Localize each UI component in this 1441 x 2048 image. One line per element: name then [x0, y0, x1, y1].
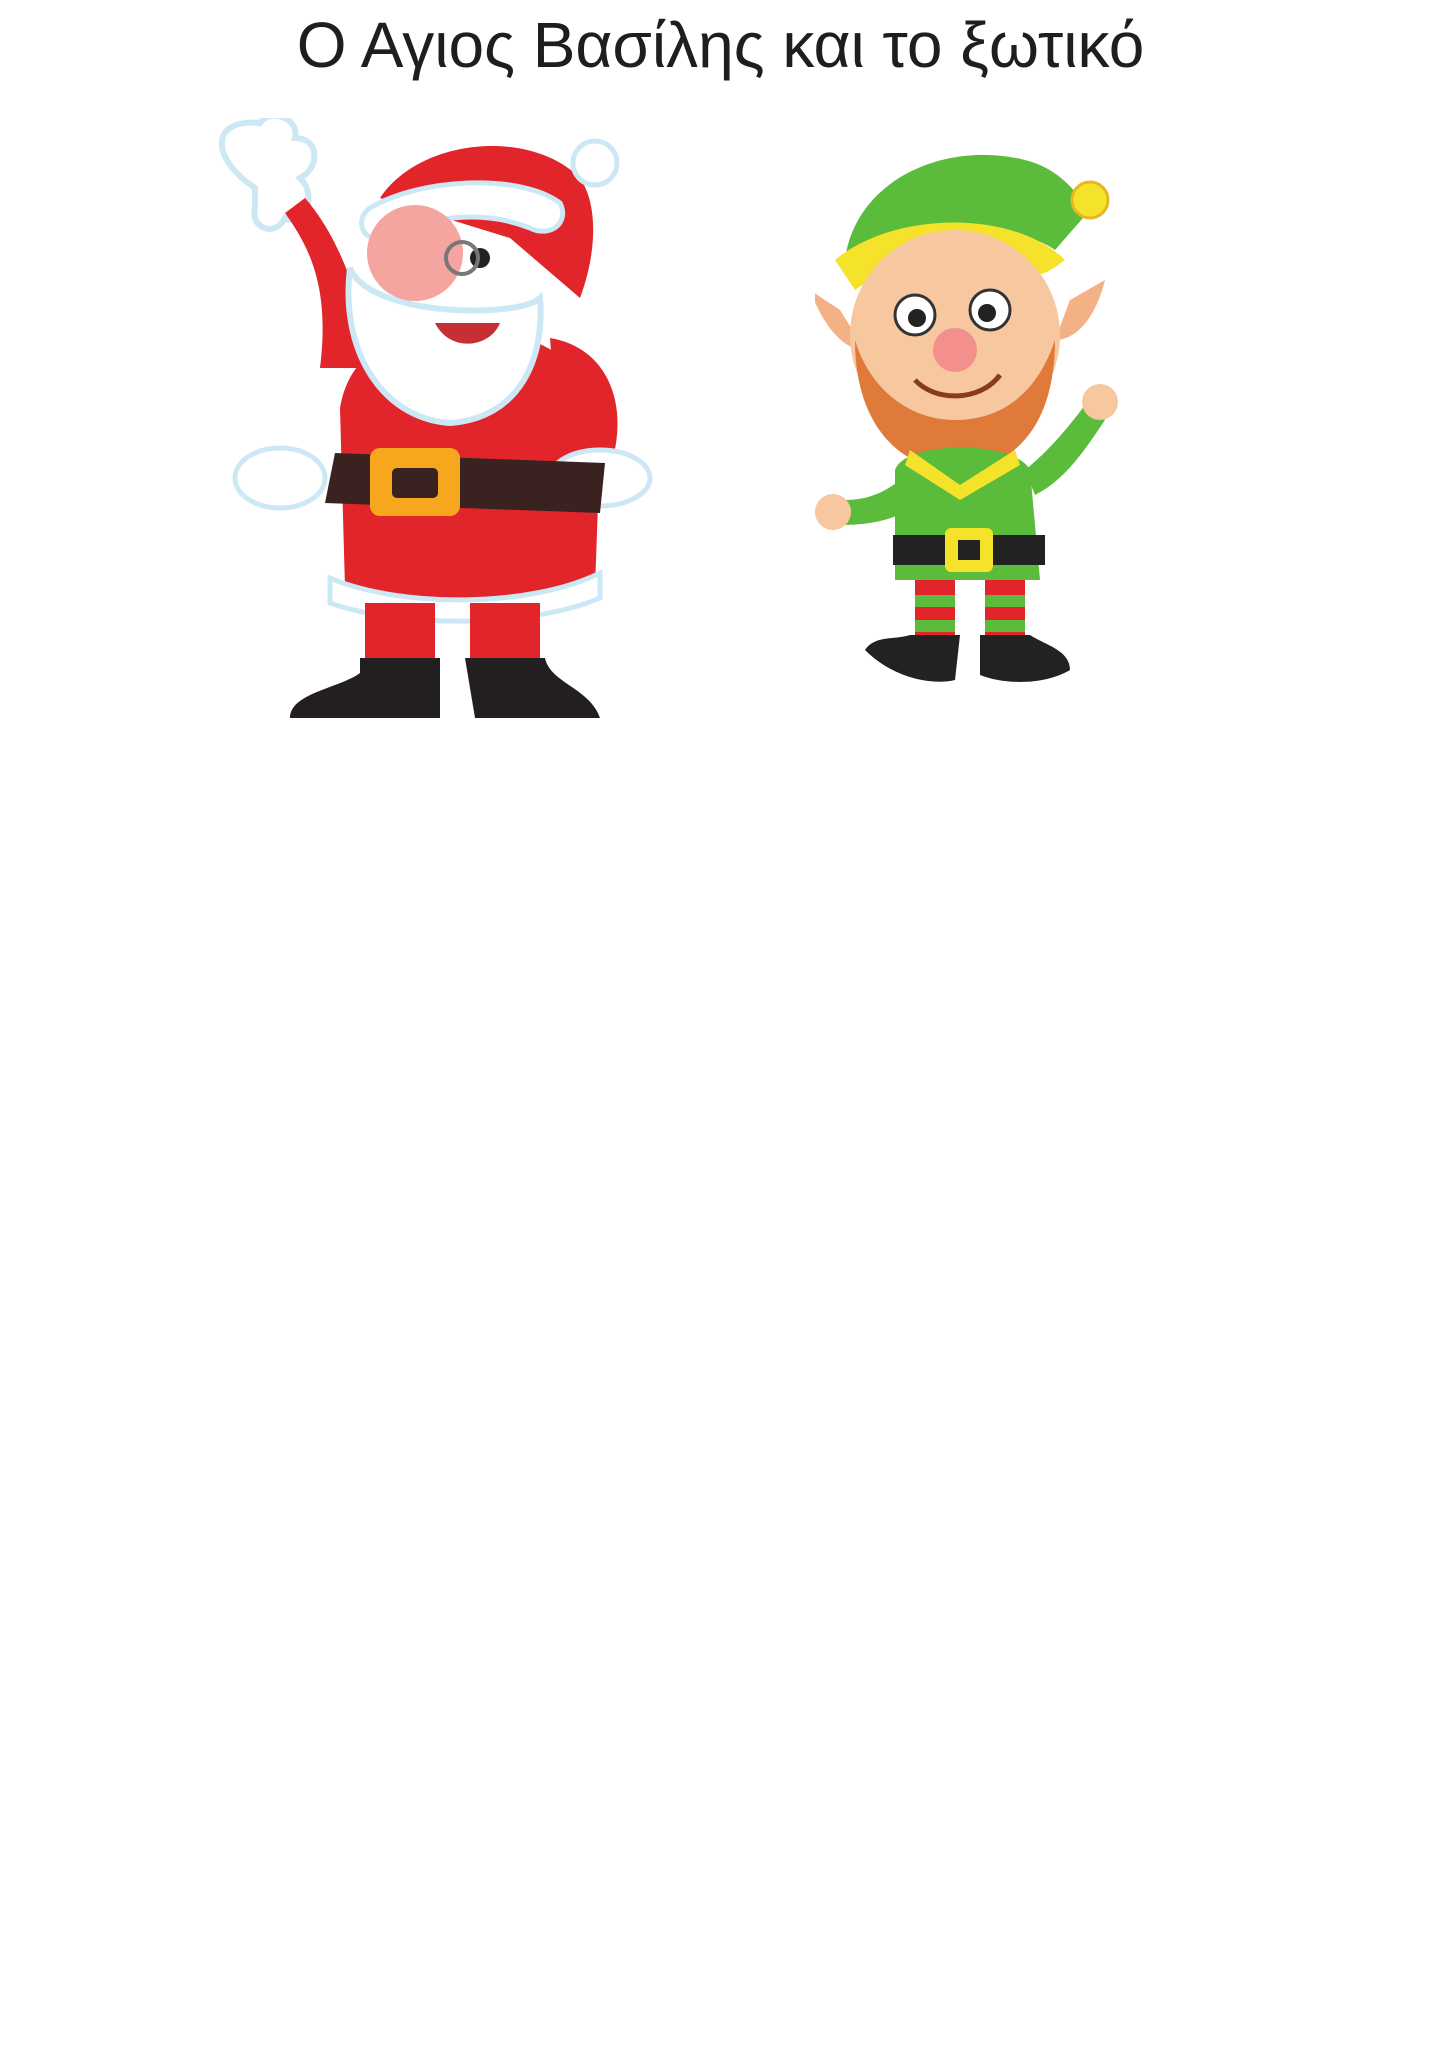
santa-right-boot [465, 658, 600, 718]
santa-left-glove [235, 448, 325, 508]
elf-right-hand [1082, 384, 1118, 420]
santa-claus-illustration [200, 118, 690, 733]
elf-left-hand [815, 494, 851, 530]
elf-illustration [815, 140, 1190, 695]
hat-bell [1072, 182, 1108, 218]
santa-left-boot [290, 658, 440, 718]
elf-left-shoe [865, 635, 960, 682]
santa-belt [325, 453, 605, 513]
page-title: Ο Αγιος Βασίλης και το ξωτικό [296, 9, 1145, 81]
hat-pompom [573, 141, 617, 185]
elf-nose [933, 328, 977, 372]
elf-right-shoe [980, 635, 1070, 682]
